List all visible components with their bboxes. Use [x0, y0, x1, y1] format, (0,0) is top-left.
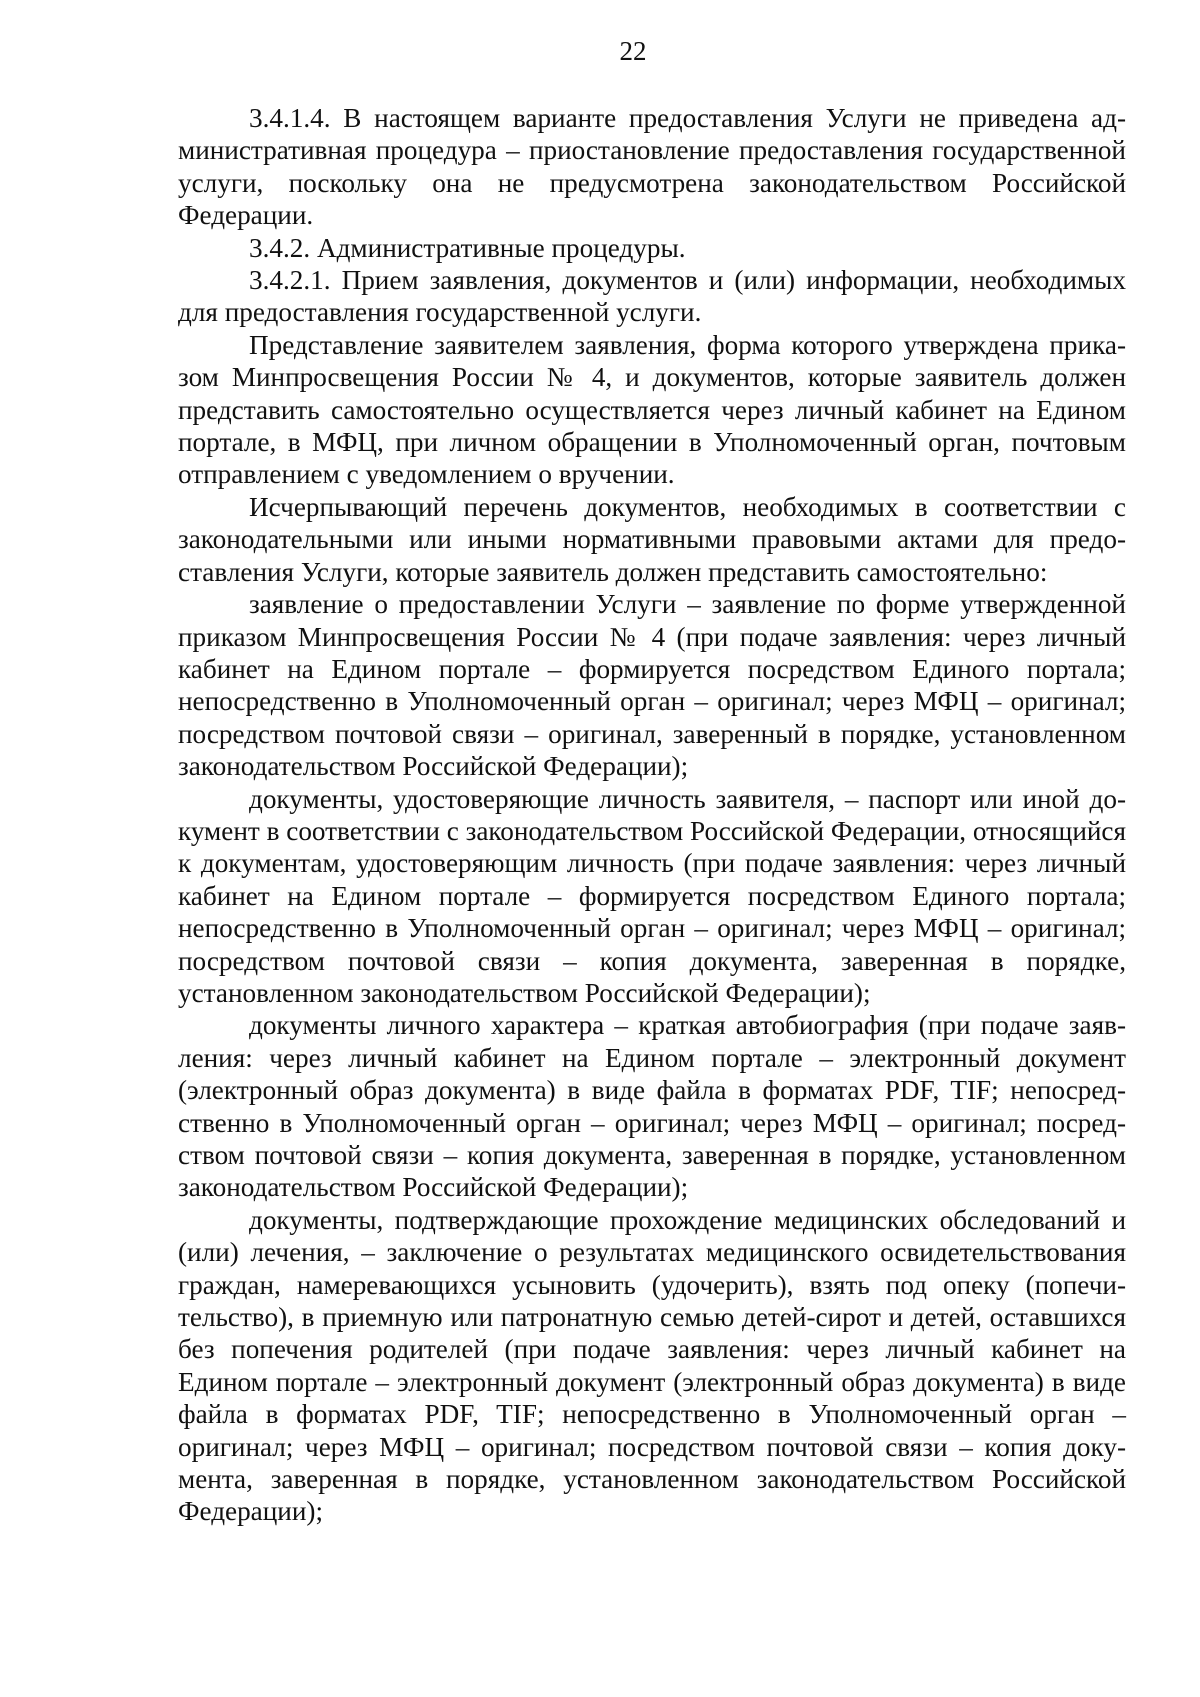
- paragraph-submission-methods: Представление заявителем заявления, форма которого утверждена приказом Минпросвещения России № 4, и документов, которые заявитель должен представить самостоятельно осуществляется через личный кабинет на Едином портале, в МФЦ, при личном обращении в Уполномоченный орган, почтовым отправлением с уведомлением о вручении.: [178, 329, 1126, 490]
- document-body: [178, 102, 1126, 1528]
- paragraph-3-4-2-heading: 3.4.2. Административные процедуры.: [249, 232, 686, 263]
- paragraph-3-4-1-4: 3.4.1.4. В настоящем варианте предоставления Услуги не приведена административная процедура – приостановление предоставления государственной услуги, поскольку она не предусмотрена законодательством Российской Федерации.: [178, 103, 1126, 231]
- list-item-identity-documents: документы, удостоверяющие личность заявителя, – паспорт или иной документ в соответствии с законодательством Российской Федерации, относящийся к документам, удостоверяющим личность (при подаче заявления: через личный кабинет на Едином портале – формируется посредством Единого портала; непосредственно в Уполномоченный орган – оригинал; через МФЦ – оригинал; посредством почтовой связи – копия документа, заверенная в порядке, установленном законодательством Российской Федерации);: [178, 783, 1126, 1008]
- paragraph-documents-list-intro: Исчерпывающий перечень документов, необходимых в соответствии с законодательными или иными нормативными правовыми актами для предоставления Услуги, которые заявитель должен представить самостоятельно:: [178, 491, 1126, 587]
- list-item-medical-documents: документы, подтверждающие прохождение медицинских обследований и (или) лечения, – заключение о результатах медицинского освидетельствования граждан, намеревающихся усыновить (удочерить), взять под опеку (попечительство), в приемную или патронатную семью детей-сирот и детей, оставшихся без попечения родителей (при подаче заявления: через личный кабинет на Едином портале – электронный документ (электронный образ документа) в виде файла в форматах PDF, TIF; непосредственно в Уполномоченный орган – оригинал; через МФЦ – оригинал; посредством почтовой связи – копия документа, заверенная в порядке, установленном законодательством Российской Федерации);: [178, 1204, 1126, 1527]
- list-item-application: заявление о предоставлении Услуги – заявление по форме утвержденной приказом Минпросвещения России № 4 (при подаче заявления: через личный кабинет на Едином портале – формируется посредством Единого портала; непосредственно в Уполномоченный орган – оригинал; через МФЦ – оригинал; посредством почтовой связи – оригинал, заверенный в порядке, установленном законодательством Российской Федерации);: [178, 589, 1126, 782]
- paragraph-3-4-2-1: 3.4.2.1. Прием заявления, документов и (или) информации, необходимых для предоставления государственной услуги.: [178, 265, 1126, 328]
- page-number: 22: [619, 36, 647, 66]
- list-item-personal-documents: документы личного характера – краткая автобиография (при подаче заявления: через личный кабинет на Едином портале – электронный документ (электронный образ документа) в виде файла в форматах PDF, TIF; непосредственно в Уполномоченный орган – оригинал; через МФЦ – оригинал; посредством почтовой связи – копия документа, заверенная в порядке, установленном законодательством Российской Федерации);: [178, 1010, 1126, 1203]
